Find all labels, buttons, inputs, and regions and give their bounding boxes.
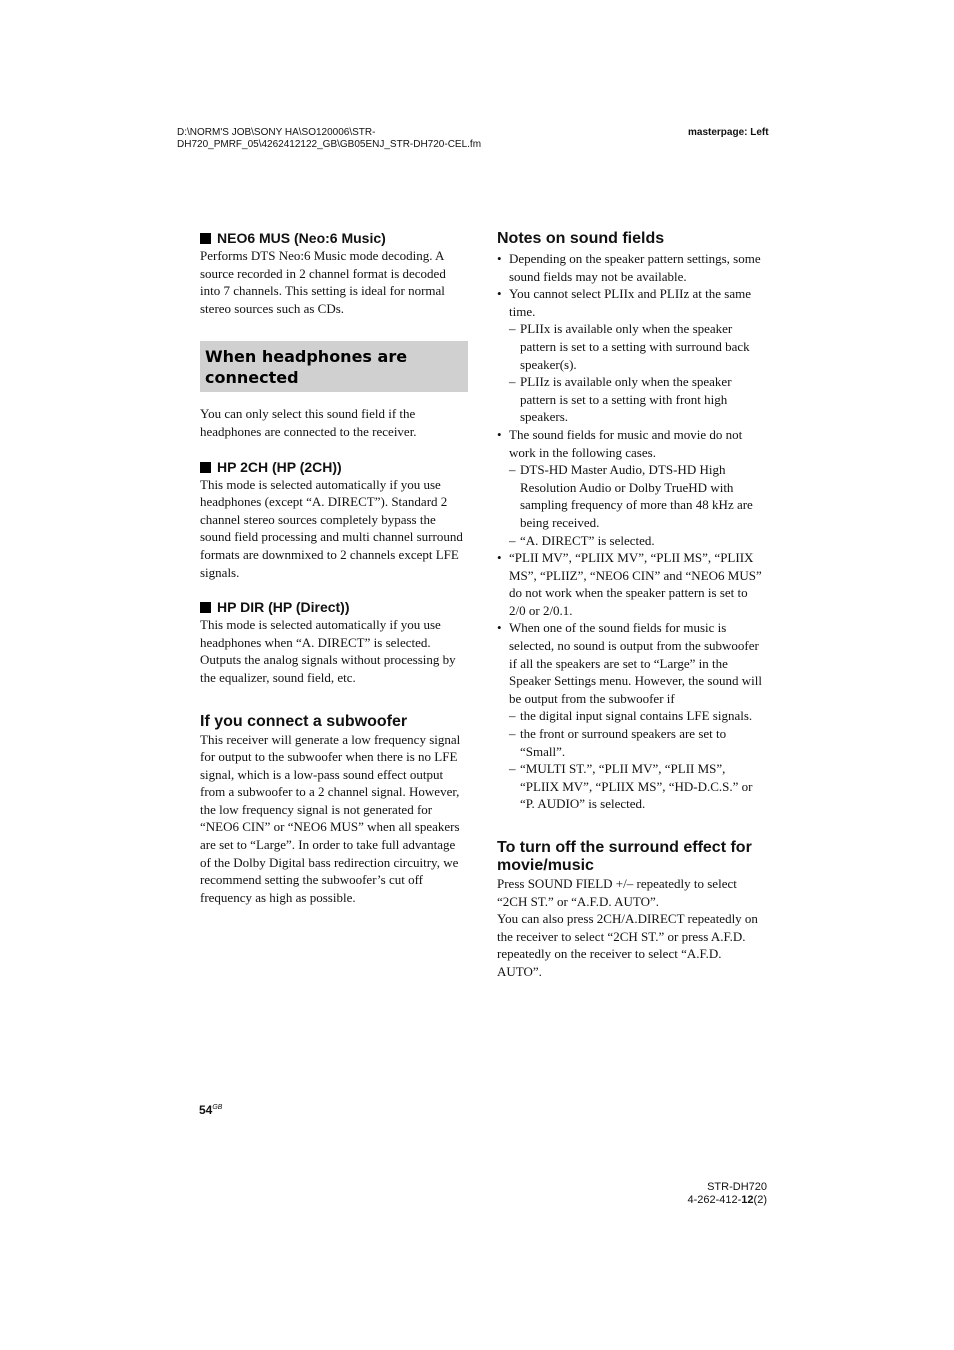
right-column — [497, 230, 765, 981]
surround-off-heading: To turn off the surround effect for movie/music — [497, 839, 752, 874]
list-item-text: Depending on the speaker pattern settings, some sound fields may not be available. — [509, 251, 761, 284]
hp2ch-heading — [200, 459, 468, 476]
hpdir-body: This mode is selected automatically if you use headphones when “A. DIRECT” is selected. Outputs the analog signals without processing by the equalizer, sound field, etc. — [200, 617, 456, 685]
sub-list — [509, 707, 765, 813]
headphones-heading-line-2: connected — [205, 368, 299, 388]
list-item — [497, 549, 765, 619]
subwoofer-body: This receiver will generate a low frequency signal for output to the subwoofer when there is no LFE signal, which is a low-pass sound effect output from a subwoofer to a 2 channel signal. However, the low frequency signal is not generated for “NEO6 CIN” or “NEO6 MUS” when all speakers are set to “Large”. In order to take full advantage of the Dolby Digital bass redirection circuitry, we recommend setting the subwoofer’s cut off frequency as high as possible. — [200, 731, 461, 905]
sub-list-item: – “MULTI ST.”, “PLII MV”, “PLII MS”, “PLIIX MV”, “PLIIX MS”, “HD-D.C.S.” or “P. AUDIO” is selected. — [509, 760, 765, 813]
hpdir-heading — [200, 599, 468, 616]
sub-list-item: – PLIIz is available only when the speaker pattern is set to a setting with front high speakers. — [509, 373, 765, 426]
footer-model-code — [600, 1181, 767, 1207]
masterpage-label: masterpage: Left — [688, 127, 769, 138]
sub-list — [509, 320, 765, 426]
notes-heading: Notes on sound fields — [497, 230, 665, 247]
footer-code-prefix: 4-262-412- — [687, 1194, 742, 1206]
surround-off-para-2: You can also press 2CH/A.DIRECT repeatedly on the receiver to select “2CH ST.” or press A.F.D. repeatedly on the receiver to select “A.F.D. AUTO”. — [497, 911, 758, 979]
sub-list-item: – DTS-HD Master Audio, DTS-HD High Resolution Audio or Dolby TrueHD with sampling frequency of more than 48 kHz are being received. — [509, 461, 765, 531]
headphones-intro: You can only select this sound field if the headphones are connected to the receiver. — [200, 406, 417, 439]
sub-list-item: – “A. DIRECT” is selected. — [509, 532, 765, 550]
footer-code-bold: 12 — [741, 1194, 754, 1206]
list-item — [497, 619, 765, 813]
subwoofer-heading: If you connect a subwoofer — [200, 712, 408, 730]
headphones-heading-line-1: When headphones are — [205, 347, 408, 367]
sub-list-item: – the digital input signal contains LFE signals. — [509, 707, 765, 725]
hpdir-title: HP DIR (HP (Direct)) — [217, 599, 350, 616]
black-square-icon — [200, 602, 211, 613]
hp2ch-body: This mode is selected automatically if you use headphones (except “A. DIRECT”). Standard 2 channel stereo sources completely bypass the sound field processing and multi channel surround formats are downmixed to 2 channels except LFE signals. — [200, 476, 463, 580]
neo6-title: NEO6 MUS (Neo:6 Music) — [217, 230, 386, 246]
neo6-body: Performs DTS Neo:6 Music mode decoding. A source recorded in 2 channel format is decoded into 7 channels. This setting is ideal for normal stereo sources such as CDs. — [200, 248, 446, 316]
black-square-icon — [200, 233, 211, 244]
page-number-suffix: GB — [212, 1104, 223, 1111]
file-path-line-1: D:\NORM'S JOB\SONY HA\SO120006\STR- — [177, 127, 376, 138]
list-item — [497, 285, 765, 426]
sub-list-item: – the front or surround speakers are set to “Small”. — [509, 725, 765, 760]
sub-list — [509, 461, 765, 549]
hp2ch-title: HP 2CH (HP (2CH)) — [217, 458, 342, 475]
section-heading-box — [200, 341, 468, 392]
left-column — [200, 230, 468, 906]
list-item-text: “PLII MV”, “PLIIX MV”, “PLII MS”, “PLIIX MS”, “PLIIZ”, “NEO6 CIN” and “NEO6 MUS” do not work when the speaker pattern is set to 2/0 or 2/0.1. — [509, 550, 762, 618]
list-item-text: When one of the sound fields for music is selected, no sound is output from the subwoofer if all the speakers are set to “Large” in the Speaker Settings menu. However, the sound will be output from the subwoofer if — [509, 620, 762, 706]
footer-code-suffix: (2) — [753, 1194, 767, 1206]
surround-off-para-1: Press SOUND FIELD +/– repeatedly to select “2CH ST.” or “A.F.D. AUTO”. — [497, 876, 737, 909]
footer-model: STR-DH720 — [707, 1181, 767, 1193]
black-square-icon — [200, 462, 211, 473]
list-item — [497, 250, 765, 285]
page-number-value: 54 — [199, 1103, 213, 1117]
file-path-line-2: DH720_PMRF_05\4262412122_GB\GB05ENJ_STR-DH720-CEL.fm — [177, 139, 482, 150]
list-item-text: The sound fields for music and movie do not work in the following cases. — [509, 426, 743, 460]
file-path — [177, 127, 481, 151]
notes-list — [497, 250, 765, 813]
page-number — [199, 1103, 222, 1117]
list-item-text: You cannot select PLIIx and PLIIz at the same time. — [509, 286, 752, 319]
footer-code — [600, 1194, 767, 1207]
sub-list-item: – PLIIx is available only when the speaker pattern is set to a setting with surround back speaker(s). — [509, 320, 765, 373]
neo6-heading — [200, 230, 468, 247]
list-item — [497, 426, 765, 549]
